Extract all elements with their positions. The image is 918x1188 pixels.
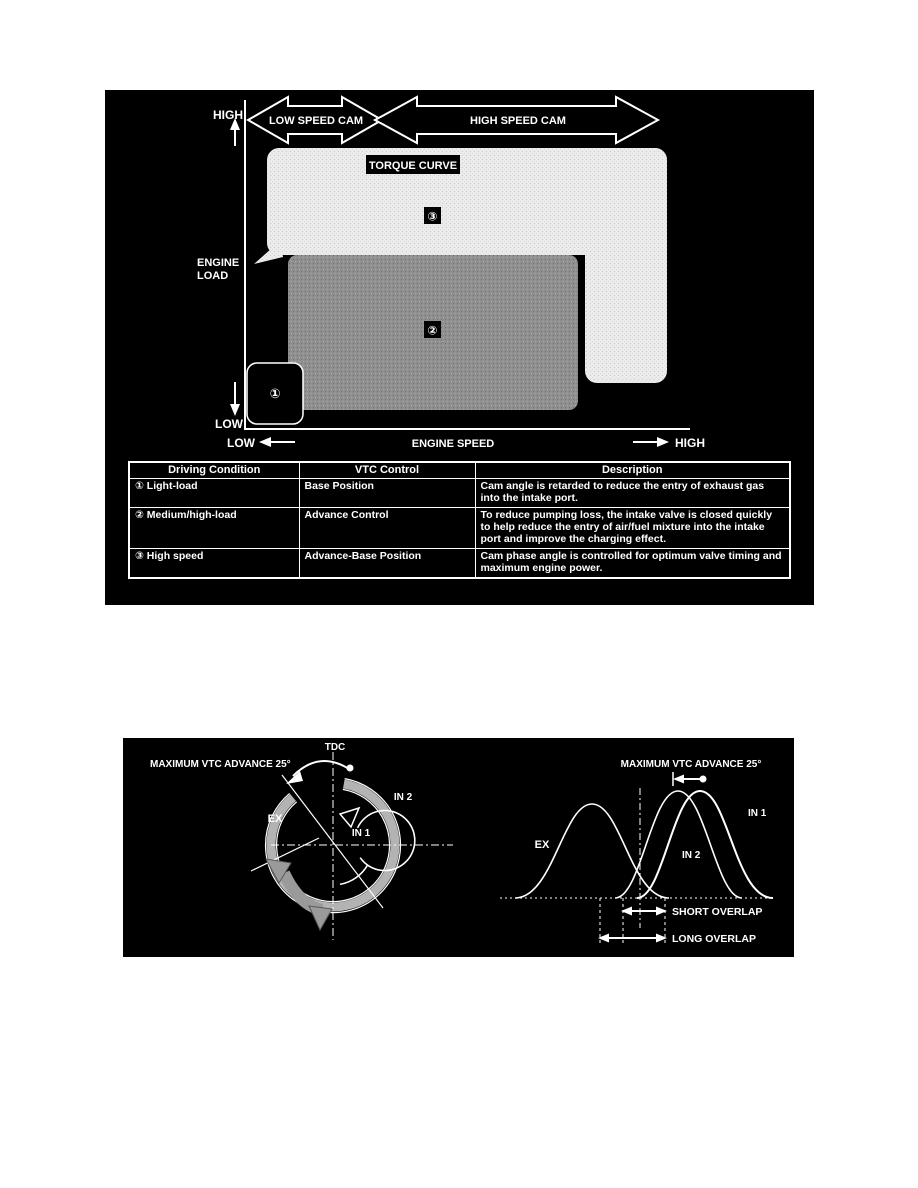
vtc-advance-figure — [123, 738, 794, 957]
tdc-dot-icon — [347, 765, 354, 772]
y-axis-down-arrow-icon — [230, 382, 240, 416]
rotation-arrow-down-icon — [309, 906, 332, 930]
col-header-driving-condition: Driving Condition — [129, 462, 299, 478]
cell-condition: ① Light-load — [129, 478, 299, 507]
cell-description: Cam angle is retarded to reduce the entry of exhaust gas into the intake port. — [475, 478, 790, 507]
col-header-description: Description — [475, 462, 790, 478]
low-speed-cam-label: LOW SPEED CAM — [268, 115, 364, 127]
rotation-arrow-body — [284, 873, 322, 910]
left-advance-label: MAXIMUM VTC ADVANCE 25° — [150, 759, 291, 770]
x-axis-high-label: HIGH — [675, 436, 705, 450]
table-row — [129, 478, 790, 507]
left-in2-label: IN 2 — [393, 792, 413, 803]
x-axis-title: ENGINE SPEED — [411, 438, 495, 450]
torque-curve-callout — [366, 155, 460, 174]
cell-control: Advance-Base Position — [299, 548, 475, 577]
marker-3 — [424, 207, 441, 224]
table-row — [129, 507, 790, 548]
cell-description: To reduce pumping loss, the intake valve is closed quickly to help reduce the entry of air/fuel mixture into the intake port and improve the charging effect. — [475, 507, 790, 548]
y-axis-high-label: HIGH — [213, 108, 243, 122]
y-axis-up-arrow-icon — [230, 118, 240, 146]
vtc-control-table — [128, 461, 791, 579]
y-axis-low-label: LOW — [215, 417, 243, 431]
short-overlap-label: SHORT OVERLAP — [672, 906, 763, 918]
table-header-row — [129, 462, 790, 478]
svg-text:③: ③ — [427, 209, 438, 224]
svg-text:②: ② — [427, 323, 438, 338]
vtc-operating-map-figure — [105, 90, 814, 605]
advance-arc-arrowhead-icon — [286, 771, 303, 784]
light-load-box — [247, 363, 303, 424]
y-axis-title-line2: LOAD — [197, 270, 229, 282]
long-overlap-label: LONG OVERLAP — [672, 933, 757, 945]
cam-phase-diagram — [150, 742, 453, 940]
y-axis-title-line1: ENGINE — [197, 257, 240, 269]
advance-measure-arrow-icon — [673, 775, 684, 784]
cell-control: Base Position — [299, 478, 475, 507]
right-in1-label: IN 1 — [748, 808, 767, 819]
left-ex-label: EX — [267, 813, 283, 825]
right-advance-label: MAXIMUM VTC ADVANCE 25° — [620, 759, 762, 770]
short-overlap-arrow-icon — [621, 907, 667, 916]
right-ex-label: EX — [534, 839, 550, 851]
x-axis-low-label: LOW — [227, 436, 255, 450]
long-overlap-arrow-icon — [598, 934, 667, 943]
right-in2-label: IN 2 — [682, 850, 701, 861]
cell-control: Advance Control — [299, 507, 475, 548]
marker-1: ① — [269, 386, 281, 401]
left-in1-label: IN 1 — [351, 828, 371, 839]
cell-condition: ② Medium/high-load — [129, 507, 299, 548]
marker-2 — [424, 321, 441, 338]
advance-measure-dot-icon — [700, 776, 707, 783]
torque-curve-label: TORQUE CURVE — [368, 160, 458, 172]
cell-condition: ③ High speed — [129, 548, 299, 577]
in2-lift-curve — [615, 791, 742, 898]
inner-arc-arrow-icon — [340, 808, 359, 827]
tdc-label: TDC — [324, 742, 346, 753]
x-axis-right-arrow-icon — [633, 437, 669, 447]
valve-lift-diagram — [500, 759, 773, 945]
table-row — [129, 548, 790, 577]
cell-description: Cam phase angle is controlled for optimum valve timing and maximum engine power. — [475, 548, 790, 577]
x-axis-left-arrow-icon — [259, 437, 295, 447]
col-header-vtc-control: VTC Control — [299, 462, 475, 478]
advance-arc — [293, 761, 349, 776]
ex-lift-curve — [515, 804, 669, 898]
vtc-advance-diagrams — [123, 738, 794, 957]
high-speed-cam-label: HIGH SPEED CAM — [470, 115, 566, 127]
